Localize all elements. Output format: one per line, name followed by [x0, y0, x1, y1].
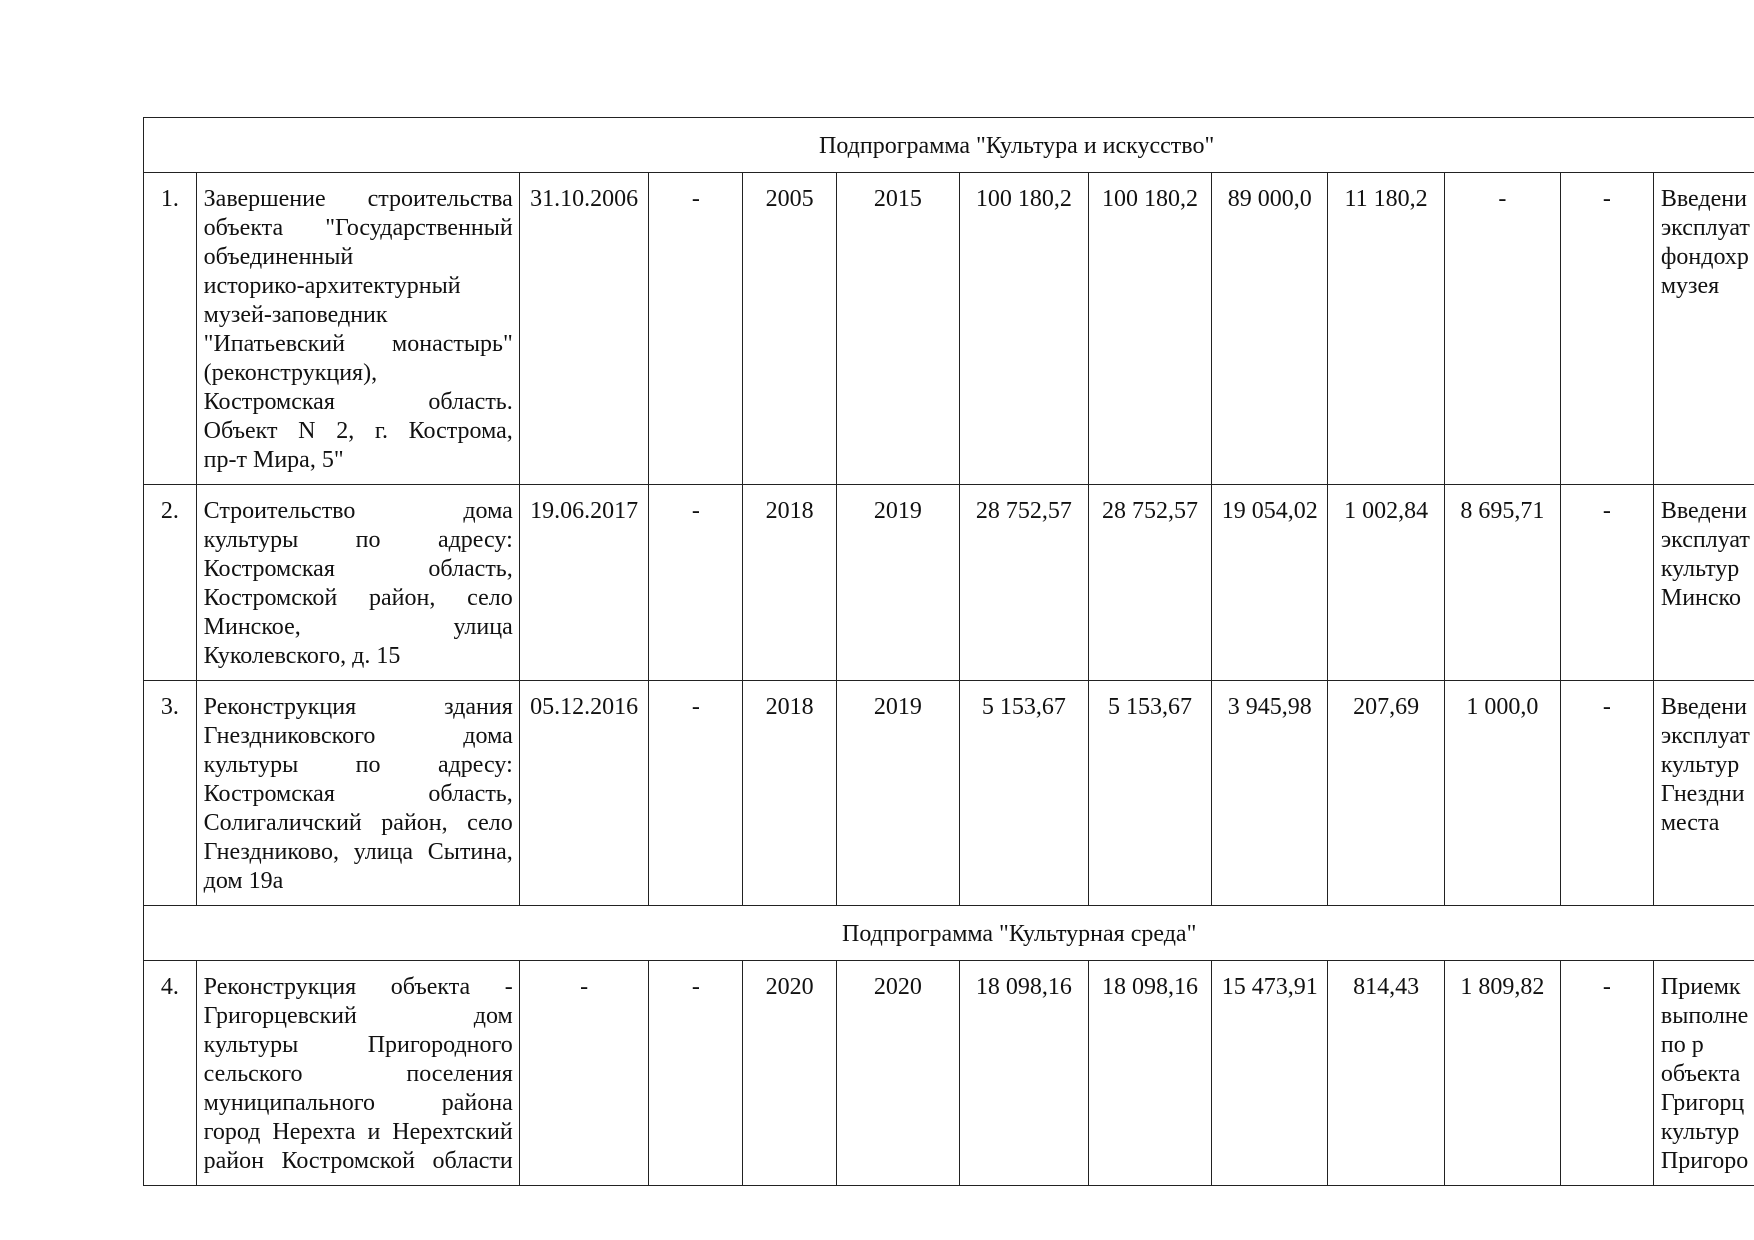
value-cell: 18 098,16 — [1088, 961, 1211, 1186]
object-name-line: Завершение строительства — [203, 186, 513, 212]
object-name-line: (реконструкция), — [203, 360, 378, 386]
value-cell: - — [1560, 485, 1653, 681]
object-name-line: Гнездниковского дома — [203, 723, 513, 749]
date-cell: - — [519, 961, 649, 1186]
value-cell: 100 180,2 — [959, 173, 1088, 485]
result-line: Введени — [1660, 498, 1747, 524]
result-cell — [1653, 173, 1754, 485]
row-number: 2. — [144, 485, 197, 681]
value-cell: - — [649, 681, 743, 906]
value-cell: 1 000,0 — [1444, 681, 1560, 906]
result-line: Приемк — [1660, 974, 1741, 1000]
result-line: эксплуат — [1660, 215, 1750, 241]
result-line: объекта — [1660, 1061, 1741, 1087]
object-name-line: город Нерехта и Нерехтский — [203, 1119, 513, 1145]
result-line: культур — [1660, 556, 1740, 582]
value-cell: 15 473,91 — [1212, 961, 1328, 1186]
result-cell — [1653, 485, 1754, 681]
end-year-cell: 2020 — [836, 961, 959, 1186]
end-year-cell: 2019 — [836, 681, 959, 906]
object-name-line: Костромской район, село — [203, 585, 513, 611]
value-cell: 8 695,71 — [1444, 485, 1560, 681]
object-name-line: культуры по адресу: — [203, 752, 513, 778]
result-line: Пригоро — [1660, 1148, 1749, 1174]
result-line: Григорц — [1660, 1090, 1745, 1116]
value-cell: 11 180,2 — [1328, 173, 1444, 485]
section-title: Подпрограмма "Культура и искусство" — [819, 133, 1215, 159]
result-cell — [1653, 961, 1754, 1186]
value-cell: 814,43 — [1328, 961, 1444, 1186]
object-name-line: объекта "Государственный — [203, 215, 513, 241]
date-cell: 05.12.2016 — [519, 681, 649, 906]
object-name-line: объединенный — [203, 244, 354, 270]
investment-objects-table — [143, 117, 1754, 1186]
section-header-row — [144, 906, 1754, 961]
end-year-cell: 2019 — [836, 485, 959, 681]
object-name-line: Реконструкция здания — [203, 694, 513, 720]
start-year-cell: 2018 — [743, 485, 836, 681]
value-cell: - — [1444, 173, 1560, 485]
value-cell: - — [1560, 173, 1653, 485]
row-number: 3. — [144, 681, 197, 906]
result-cell — [1653, 681, 1754, 906]
result-line: фондохр — [1660, 244, 1749, 270]
result-line: Введени — [1660, 694, 1747, 720]
start-year-cell: 2018 — [743, 681, 836, 906]
start-year-cell: 2020 — [743, 961, 836, 1186]
object-name-line: дом 19а — [203, 868, 284, 894]
section-title-cell — [144, 906, 1754, 961]
object-name-line: историко-архитектурный — [203, 273, 461, 299]
value-cell: 207,69 — [1328, 681, 1444, 906]
value-cell: 3 945,98 — [1212, 681, 1328, 906]
value-cell: - — [1560, 681, 1653, 906]
result-line: Минско — [1660, 585, 1741, 611]
result-line: музея — [1660, 273, 1720, 299]
table-row — [144, 961, 1754, 1186]
object-name-line: сельского поселения — [203, 1061, 513, 1087]
value-cell: - — [649, 173, 743, 485]
row-number: 4. — [144, 961, 197, 1186]
object-name-line: Реконструкция объекта - — [203, 974, 513, 1000]
object-name-line: культуры Пригородного — [203, 1032, 513, 1058]
object-name-line: культуры по адресу: — [203, 527, 513, 553]
end-year-cell: 2015 — [836, 173, 959, 485]
object-name — [196, 485, 519, 681]
object-name-line: пр-т Мира, 5" — [203, 447, 344, 473]
object-name-line: Костромская область, — [203, 556, 513, 582]
result-line: культур — [1660, 752, 1740, 778]
row-number: 1. — [144, 173, 197, 485]
object-name-line: Минское, улица — [203, 614, 513, 640]
result-line: эксплуат — [1660, 527, 1750, 553]
object-name-line: Гнездниково, улица Сытина, — [203, 839, 513, 865]
result-line: выполне — [1660, 1003, 1749, 1029]
object-name — [196, 681, 519, 906]
object-name-line: "Ипатьевский монастырь" — [203, 331, 513, 357]
date-cell: 31.10.2006 — [519, 173, 649, 485]
object-name-line: музей-заповедник — [203, 302, 388, 328]
start-year-cell: 2005 — [743, 173, 836, 485]
object-name-line: Григорцевский дом — [203, 1003, 513, 1029]
object-name-line: Костромская область, — [203, 781, 513, 807]
object-name-line: Костромская область. — [203, 389, 513, 415]
value-cell: 1 002,84 — [1328, 485, 1444, 681]
object-name-line: Объект N 2, г. Кострома, — [203, 418, 513, 444]
section-title-cell — [144, 118, 1754, 173]
table-row — [144, 485, 1754, 681]
value-cell: 18 098,16 — [959, 961, 1088, 1186]
object-name-line: Солигаличский район, село — [203, 810, 513, 836]
value-cell: - — [649, 485, 743, 681]
object-name — [196, 961, 519, 1186]
table-row — [144, 173, 1754, 485]
value-cell: - — [1560, 961, 1653, 1186]
value-cell: 19 054,02 — [1212, 485, 1328, 681]
result-line: по р — [1660, 1032, 1704, 1058]
object-name-line: район Костромской области — [203, 1148, 513, 1174]
table-row — [144, 681, 1754, 906]
object-name-line: Куколевского, д. 15 — [203, 643, 401, 669]
object-name-line: муниципального района — [203, 1090, 513, 1116]
value-cell: 89 000,0 — [1212, 173, 1328, 485]
value-cell: 100 180,2 — [1088, 173, 1211, 485]
section-header-row — [144, 118, 1754, 173]
value-cell: 5 153,67 — [959, 681, 1088, 906]
result-line: места — [1660, 810, 1720, 836]
value-cell: 1 809,82 — [1444, 961, 1560, 1186]
result-line: Гнездни — [1660, 781, 1745, 807]
date-cell: 19.06.2017 — [519, 485, 649, 681]
value-cell: 5 153,67 — [1088, 681, 1211, 906]
value-cell: 28 752,57 — [959, 485, 1088, 681]
result-line: эксплуат — [1660, 723, 1750, 749]
object-name-line: Строительство дома — [203, 498, 513, 524]
value-cell: - — [649, 961, 743, 1186]
value-cell: 28 752,57 — [1088, 485, 1211, 681]
result-line: Введени — [1660, 186, 1747, 212]
object-name — [196, 173, 519, 485]
result-line: культур — [1660, 1119, 1740, 1145]
section-title: Подпрограмма "Культурная среда" — [842, 921, 1197, 947]
